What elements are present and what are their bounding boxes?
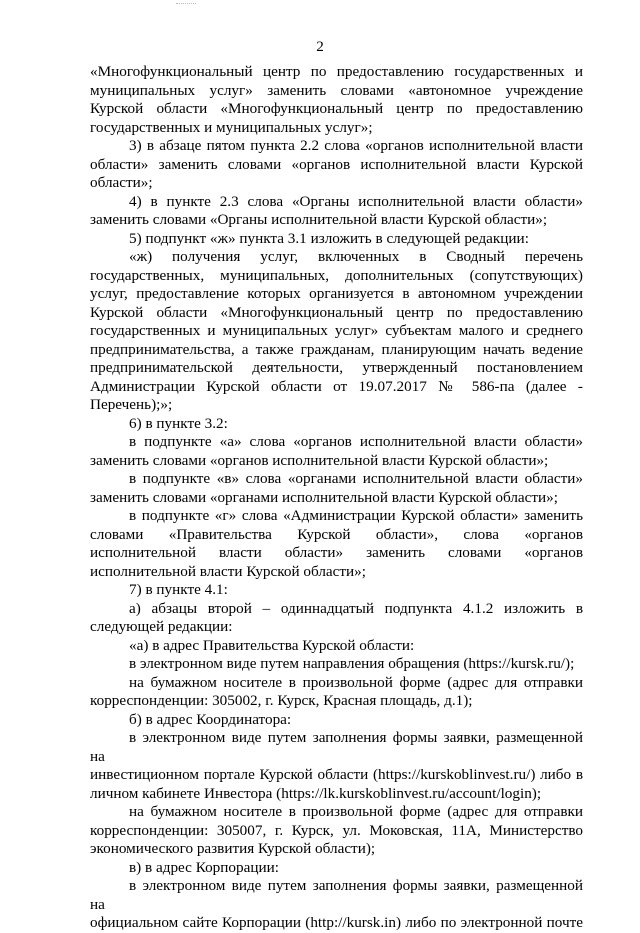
text-line: в электронном виде путем заполнения формы заявки, размещенной на [90,877,583,913]
text-line: 7) в пункте 4.1: [129,581,228,598]
paragraph [90,470,583,507]
paragraph [90,433,583,470]
paragraph [90,859,583,878]
text-line: корреспонденции: 305007, г. Курск, ул. Моковская, 11А, Министерство [90,821,583,839]
text-line: на бумажном носителе в произвольной форме (адрес для отправки [129,803,583,820]
text-line: государственных, муниципальных, дополнительных (сопутствующих) [90,266,583,284]
paragraph [90,729,583,803]
text-line: личном кабинете Инвестора (https://lk.kurskoblinvest.ru/account/login); [90,784,542,802]
paragraph [90,193,583,230]
paragraph [90,415,583,434]
text-line: в) в адрес Корпорации: [129,858,279,876]
paragraph [90,507,583,581]
text-line: заменить словами «органами исполнительной власти Курской области»; [90,488,558,506]
text-line: исполнительной власти области» заменить словами «органов [90,544,583,561]
text-line: предпринимательства, а также гражданам, планирующим начать ведение [90,340,583,358]
text-line: б) в адрес Координатора: [129,710,292,728]
text-line: следующей редакции: [90,618,233,635]
text-line: а) абзацы второй – одиннадцатый подпункта 4.1.2 изложить в [129,599,583,617]
text-line: словами «Правительства Курской области», слова «органов [90,525,583,543]
text-line: «Многофункциональный центр по предоставлению государственных и [90,63,583,80]
paragraph [90,803,583,859]
text-line: 4) в пункте 2.3 слова «Органы исполнительной власти области» [129,192,583,210]
text-line: 5) подпункт «ж» пункта 3.1 изложить в следующей редакции: [129,229,529,247]
paragraph [90,600,583,637]
paragraph [90,637,583,656]
document-body [90,63,583,933]
text-line: Перечень);»; [90,396,173,413]
text-line: Администрации Курской области от 19.07.2017 № 586-па (далее - [90,377,583,395]
text-line: корреспонденции: 305002, г. Курск, Красная площадь, д.1); [90,692,473,709]
text-line: экономического развития Курской области); [90,840,376,857]
paragraph [90,63,583,137]
text-line: Курской области «Многофункциональный центр по предоставлению [90,100,583,117]
text-line: в подпункте «в» слова «органами исполнительной власти области» [129,470,583,487]
paragraph [90,248,583,415]
text-line: заменить словами «органов исполнительной власти Курской области»; [90,451,549,469]
paragraph [90,655,583,674]
text-line: муниципальных услуг» заменить словами «автономное учреждение [90,81,583,99]
text-line: государственных и муниципальных услуг»; [90,118,373,136]
text-line: на бумажном носителе в произвольной форме (адрес для отправки [129,673,583,691]
text-line: области» заменить словами «органов исполнительной власти Курской [90,155,583,173]
paragraph [90,230,583,249]
text-line: инвестиционном портале Курской области (https://kurskoblinvest.ru/) либо в [90,766,583,783]
text-line: в электронном виде путем направления обращения (https://kursk.ru/); [129,655,575,672]
text-line: в подпункте «г» слова «Администрации Курской области» заменить [129,507,583,524]
text-line: в подпункте «а» слова «органов исполнительной власти области» [129,433,583,450]
text-line: предпринимательской деятельности, утвержденный постановлением [90,359,583,376]
text-line: исполнительной власти Курской области»; [90,562,366,580]
text-line: официальном сайте Корпорации (http://kursk.in) либо по электронной почте [90,914,583,931]
paragraph [90,674,583,711]
text-line: 3) в абзаце пятом пункта 2.2 слова «органов исполнительной власти [129,137,583,154]
paragraph [90,711,583,730]
text-line: области»; [90,174,153,191]
text-line: 6) в пункте 3.2: [129,414,228,432]
paragraph [90,581,583,600]
text-line: в электронном виде путем заполнения формы заявки, размещенной на [90,729,583,765]
text-line: «ж) получения услуг, включенных в Сводный перечень [129,248,583,265]
page-number: 2 [316,38,324,55]
text-line: Курской области «Многофункциональный центр по предоставлению [90,303,583,321]
paragraph [90,137,583,193]
text-line: заменить словами «Органы исполнительной власти Курской области»; [90,211,548,228]
text-line: государственных и муниципальных услуг» субъектам малого и среднего [90,322,583,339]
scan-artifact [176,3,196,7]
text-line: услуг, предоставление которых организуется в автономном учреждении [90,285,583,302]
text-line: «а) в адрес Правительства Курской области: [129,636,415,654]
